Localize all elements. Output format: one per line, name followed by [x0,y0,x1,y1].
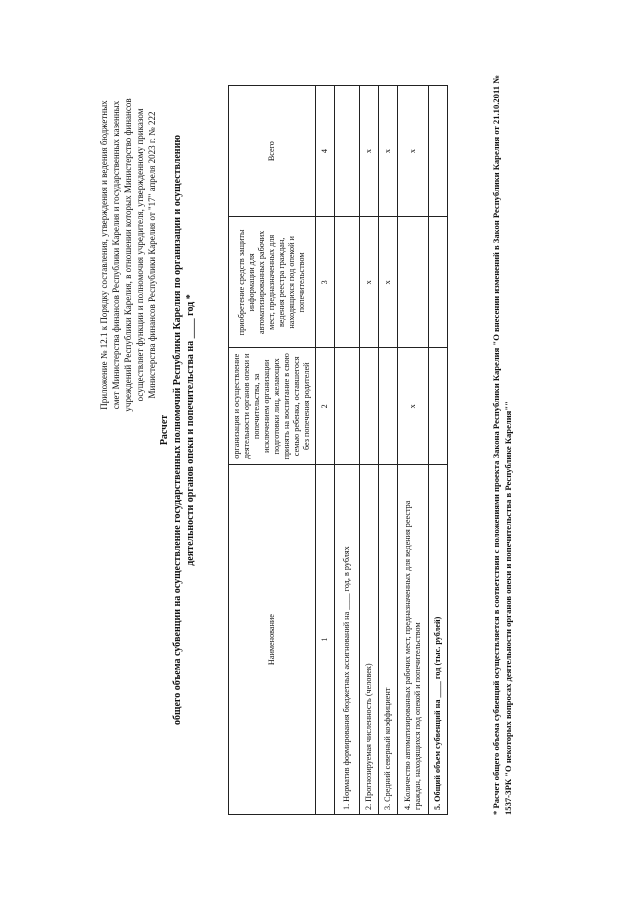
row-cell [335,348,360,465]
table-row-total [429,86,448,815]
title-line-2: общего объема субвенции на осуществление государственных полномочий Республики Карелия по организации и осуществлению [172,135,183,725]
row-cell [429,86,448,217]
row-cell [335,217,360,348]
title-line-3: деятельности органов опеки и попечительства на ____ год * [185,294,196,566]
appendix-line-2: смет Министерства финансов Республики Карелия и государственных казенных [111,100,121,410]
row-cell [335,86,360,217]
row-cell: х [379,217,398,348]
row-cell: х [360,86,379,217]
row-label: 1. Норматив формирования бюджетных ассигнований на ____ год, в рублях [335,465,360,815]
header-col-2: организация и осуществление деятельности органов опеки и попечительства, за исключением организации подготовки лиц, желающих принять на воспитание в свою семью ребенка, оставшегося без попечения родителей [229,348,316,465]
table-row [398,86,429,815]
table-header-row [229,86,316,815]
row-label: 5. Общий объем субвенций на ____ год (тыс. рублей) [429,465,448,815]
row-cell: х [398,348,429,465]
document-title [158,105,197,755]
appendix-line-3: учреждений Республики Карелия, в отношении которых Министерство финансов [123,98,133,412]
col-number-3: 3 [316,217,335,348]
appendix-header [98,55,158,455]
col-number-1: 1 [316,465,335,815]
row-cell [429,217,448,348]
col-number-4: 4 [316,86,335,217]
header-total: Всего [229,86,316,217]
table-row [360,86,379,815]
row-cell [398,217,429,348]
header-name: Наименование [229,465,316,815]
row-cell: х [379,86,398,217]
table-row [335,86,360,815]
row-cell [429,348,448,465]
column-number-row [316,86,335,815]
row-label: 3. Средний северный коэффициент [379,465,398,815]
table-row [379,86,398,815]
row-cell: х [360,217,379,348]
row-cell [360,348,379,465]
col-number-2: 2 [316,348,335,465]
header-col-3: приобретение средств защиты информации для автоматизированных рабочих мест, предназначенных для ведения реестра граждан, находящихся под опекой и попечительством [229,217,316,348]
appendix-line-4: осуществляет функции и полномочия учредителя, утвержденному приказом [135,108,145,402]
appendix-line-5: Министерства финансов Республики Карелия от "17" апреля 2023 г. № 222 [147,111,157,399]
row-label: 2. Прогнозируемая численность (человек) [360,465,379,815]
row-cell [379,348,398,465]
appendix-line-1: Приложение № 12.1 к Порядку составления, утверждения и ведения бюджетных [99,100,109,410]
calculation-table [228,85,448,815]
row-label: 4. Количество автоматизированных рабочих мест, предназначенных для ведения реестра граждан, находящихся под опекой и попечительством [398,465,429,815]
footnote: * Расчет общего объема субвенций осуществляется в соответствии с положениями проекта Закона Республики Карелия "О внесении изменений в Закон Республики Карелия от 21.10.2011 № 1537-ЗРК "О некоторых вопросах деятельности органов опеки и попечительства в Республике Карелия"" [491,75,513,815]
row-cell: х [398,86,429,217]
title-line-1: Расчет [159,414,170,446]
